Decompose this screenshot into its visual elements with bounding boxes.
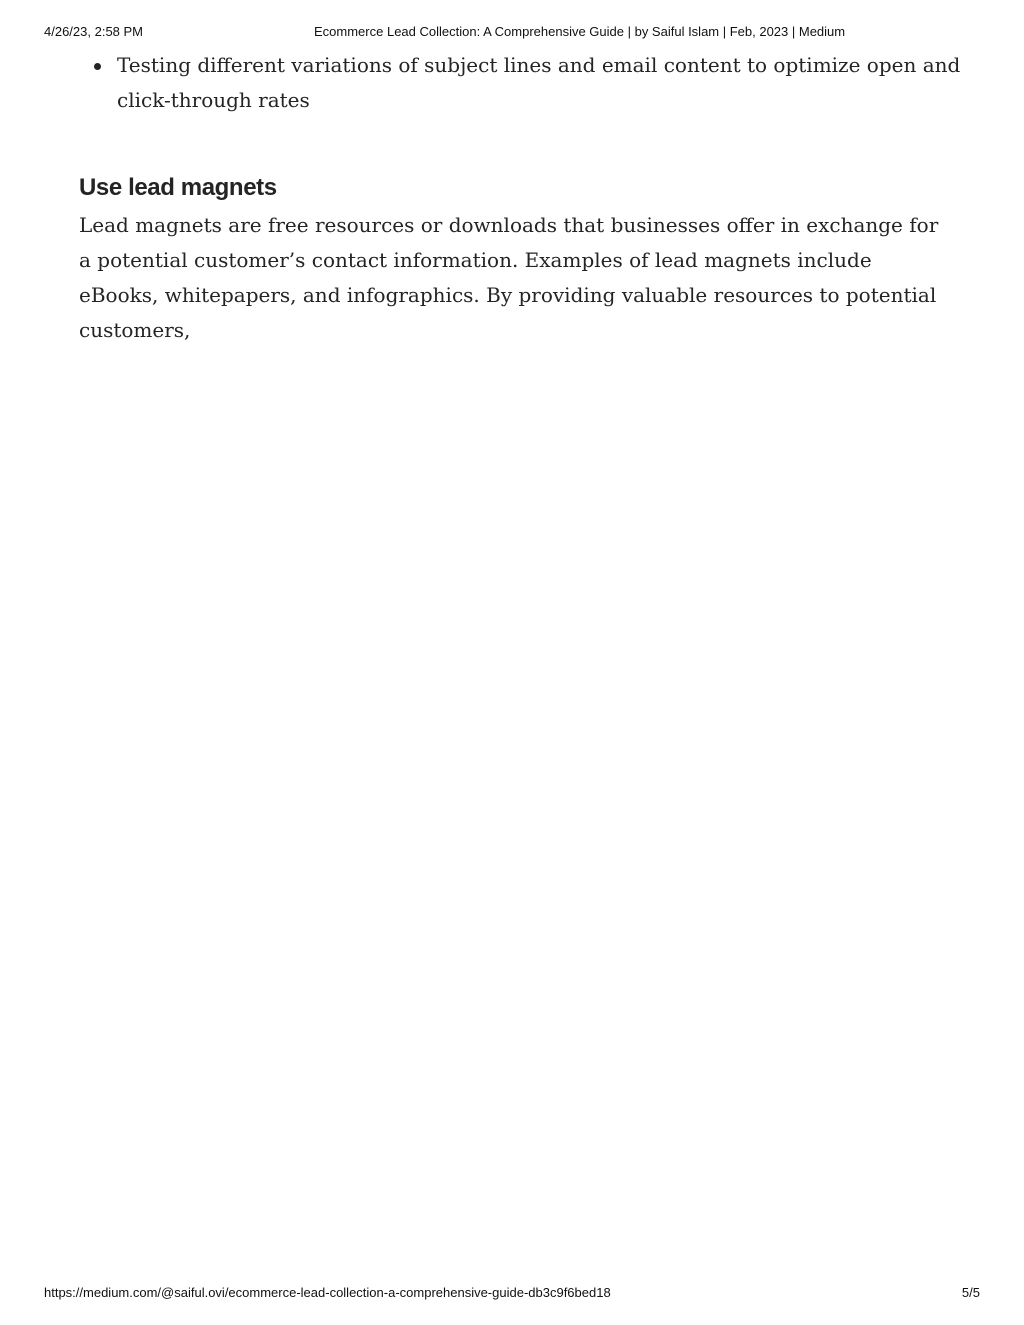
list-item-text: Testing different variations of subject lines and email content to optimize open and click-through rates	[117, 53, 961, 112]
print-datetime: 4/26/23, 2:58 PM	[44, 24, 144, 39]
bullet-list	[79, 48, 959, 118]
body-paragraph: Lead magnets are free resources or downloads that businesses offer in exchange for a potential customer’s contact information. Examples of lead magnets include eBooks, whitepapers, and infographics. By providing valuable resources to potential customers,	[79, 213, 939, 342]
list-item	[117, 48, 967, 118]
article-body	[79, 48, 959, 348]
print-page-title: Ecommerce Lead Collection: A Comprehensive Guide | by Saiful Islam | Feb, 2023 | Medium	[314, 24, 846, 39]
print-header	[44, 24, 980, 40]
section-heading: Use lead magnets	[79, 174, 277, 201]
print-url: https://medium.com/@saiful.ovi/ecommerce-lead-collection-a-comprehensive-guide-db3c9f6bed18	[44, 1285, 611, 1300]
print-footer	[44, 1285, 980, 1301]
bullet-dot-icon	[94, 63, 101, 70]
page-number: 5/5	[961, 1285, 980, 1300]
